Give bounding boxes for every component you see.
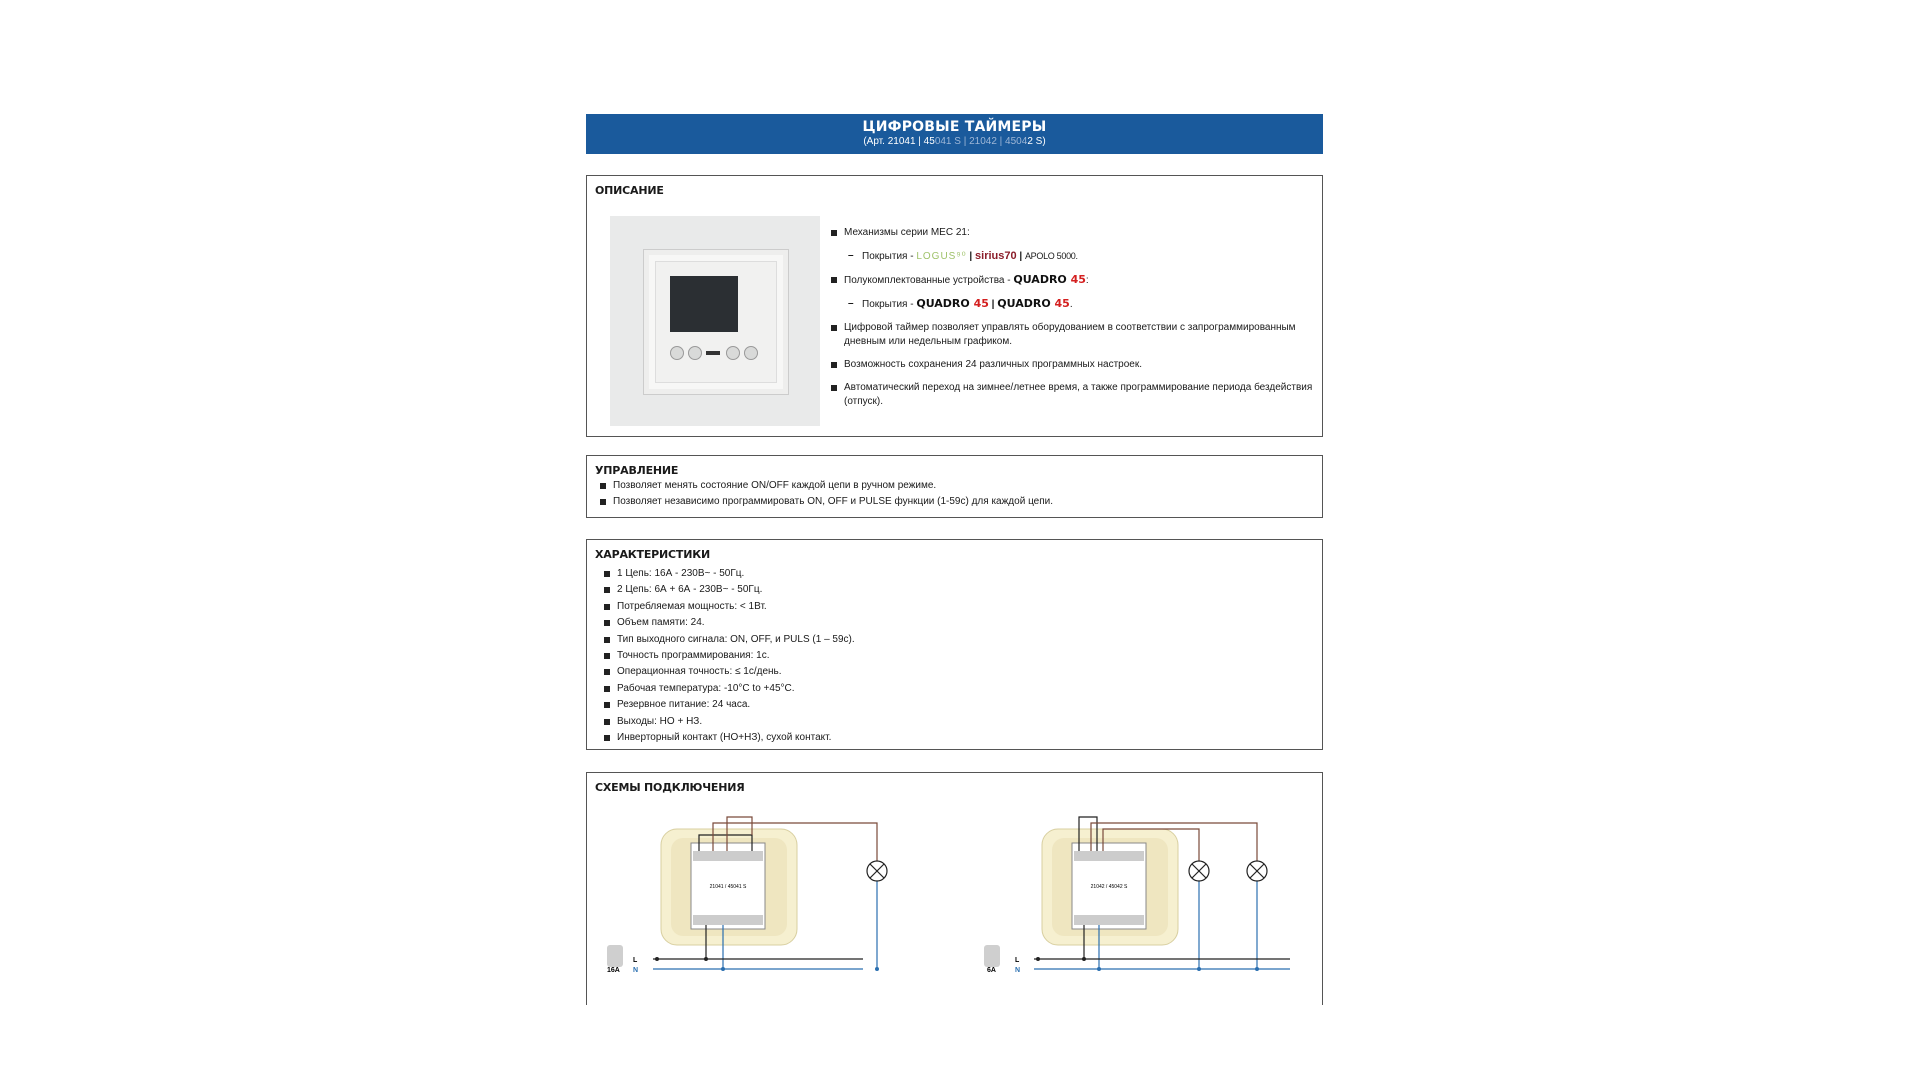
junction xyxy=(1082,957,1086,961)
article-open: (Арт. 21041 | 45 xyxy=(863,136,935,147)
article-numbers xyxy=(586,135,1323,148)
specs-title: ХАРАКТЕРИСТИКИ xyxy=(595,548,711,561)
list-item: Резервное питание: 24 часа. xyxy=(603,697,855,713)
module-label: 21041 / 45041 S xyxy=(709,884,747,890)
junction xyxy=(1255,967,1259,971)
list-item: Позволяет независимо программировать ON, OFF и PULSE функции (1-59с) для каждой цепи. xyxy=(599,494,1053,510)
junction xyxy=(1036,957,1040,961)
specs-section xyxy=(586,539,1323,750)
description-section xyxy=(586,175,1323,437)
separator: | xyxy=(966,251,976,262)
quadro-word: QUADRO xyxy=(1013,273,1071,286)
list-item: Цифровой таймер позволяет управлять оборудованием в соответствии с запрограммированным дневным или недельным графиком. xyxy=(830,321,1316,349)
wiring-diagram-1 xyxy=(607,817,887,974)
list-item: 1 Цепь: 16А - 230В~ - 50Гц. xyxy=(603,566,855,582)
list-item: Объем памяти: 24. xyxy=(603,615,855,631)
item-text: Полукомплектованные устройства - xyxy=(844,275,1014,286)
list-item: Автоматический переход на зимнее/летнее время, а также программирование периода бездействия (отпуск). xyxy=(830,381,1316,409)
lamp-icon xyxy=(867,861,887,881)
junction xyxy=(704,957,708,961)
list-item: Потребляемая мощность: < 1Вт. xyxy=(603,599,855,615)
quadro-logo xyxy=(1013,273,1086,286)
quadro-number: 45 xyxy=(1054,297,1070,310)
current-label: 16A xyxy=(607,967,620,974)
list-item: Инверторный контакт (НО+НЗ), сухой контакт. xyxy=(603,730,855,746)
current-label: 6A xyxy=(987,967,996,974)
line-n-label: N xyxy=(633,967,639,974)
article-tail: 2 S) xyxy=(1027,136,1046,147)
list-item: Выходы: НО + НЗ. xyxy=(603,714,855,730)
timer-device-image xyxy=(610,216,820,426)
junction xyxy=(875,967,879,971)
breaker-icon xyxy=(984,945,1000,967)
junction xyxy=(655,957,659,961)
device-indicator xyxy=(706,351,720,355)
wiring-title: СХЕМЫ ПОДКЛЮЧЕНИЯ xyxy=(595,781,745,794)
list-item: Рабочая температура: -10°C to +45°C. xyxy=(603,681,855,697)
item-suffix: : xyxy=(1085,275,1089,286)
device-button xyxy=(670,346,684,360)
list-item: 2 Цепь: 6А + 6А - 230В~ - 50Гц. xyxy=(603,582,855,598)
device-face xyxy=(655,261,777,383)
junction xyxy=(1197,967,1201,971)
list-item: Тип выходного сигнала: ON, OFF, и PULS (1 – 59с). xyxy=(603,632,855,648)
control-title: УПРАВЛЕНИЕ xyxy=(595,464,679,477)
line-l-label: L xyxy=(1015,957,1020,964)
article-dim: 041 S | 21042 | 4504 xyxy=(934,136,1028,147)
junction xyxy=(1097,967,1101,971)
item-suffix: . xyxy=(1069,299,1073,310)
control-section xyxy=(586,455,1323,518)
lcd-screen xyxy=(670,276,738,332)
quadro-logo xyxy=(997,297,1070,310)
list-item xyxy=(830,273,1316,288)
breaker-icon xyxy=(607,945,623,967)
wiring-diagram-2 xyxy=(984,817,1290,974)
quadro-logo xyxy=(916,297,989,310)
separator: | xyxy=(988,299,998,310)
page-title: ЦИФРОВЫЕ ТАЙМЕРЫ xyxy=(862,119,1047,135)
terminal-block-top xyxy=(1074,851,1144,861)
terminal-block-top xyxy=(693,851,763,861)
quadro-number: 45 xyxy=(973,297,989,310)
list-subitem xyxy=(830,297,1316,312)
specs-list xyxy=(603,566,855,746)
wiring-section xyxy=(586,772,1323,1005)
separator: | xyxy=(1016,251,1025,262)
covers-prefix: Покрытия - xyxy=(862,251,917,262)
list-item: Операционная точность: ≤ 1с/день. xyxy=(603,664,855,680)
device-button xyxy=(744,346,758,360)
covers-prefix: Покрытия - xyxy=(862,299,917,310)
title-banner xyxy=(586,114,1323,154)
list-item: Позволяет менять состояние ON/OFF каждой цепи в ручном режиме. xyxy=(599,478,1053,494)
terminal-block-bottom xyxy=(1074,915,1144,925)
device-button xyxy=(726,346,740,360)
control-list xyxy=(599,478,1053,511)
junction xyxy=(721,967,725,971)
line-l-label: L xyxy=(633,957,638,964)
list-item: Точность программирования: 1с. xyxy=(603,648,855,664)
lamp-icon xyxy=(1247,861,1267,881)
description-title: ОПИСАНИЕ xyxy=(595,184,664,197)
wiring-diagrams xyxy=(587,785,1322,1005)
list-subitem xyxy=(830,249,1316,264)
description-list xyxy=(830,226,1316,418)
quadro-number: 45 xyxy=(1070,273,1086,286)
apolo-logo: APOLO 5000. xyxy=(1024,251,1078,261)
lamp-icon xyxy=(1189,861,1209,881)
list-item: Возможность сохранения 24 различных программных настроек. xyxy=(830,358,1316,372)
logus-logo: LOGUS⁹⁰ xyxy=(916,251,967,262)
list-item: Механизмы серии MEC 21: xyxy=(830,226,1316,240)
terminal-block-bottom xyxy=(693,915,763,925)
module-label: 21042 / 45042 S xyxy=(1090,884,1128,890)
device-button xyxy=(688,346,702,360)
quadro-word: QUADRO xyxy=(916,297,974,310)
line-n-label: N xyxy=(1015,967,1021,974)
sirius-logo: sirius70 xyxy=(975,250,1017,262)
quadro-word: QUADRO xyxy=(997,297,1055,310)
